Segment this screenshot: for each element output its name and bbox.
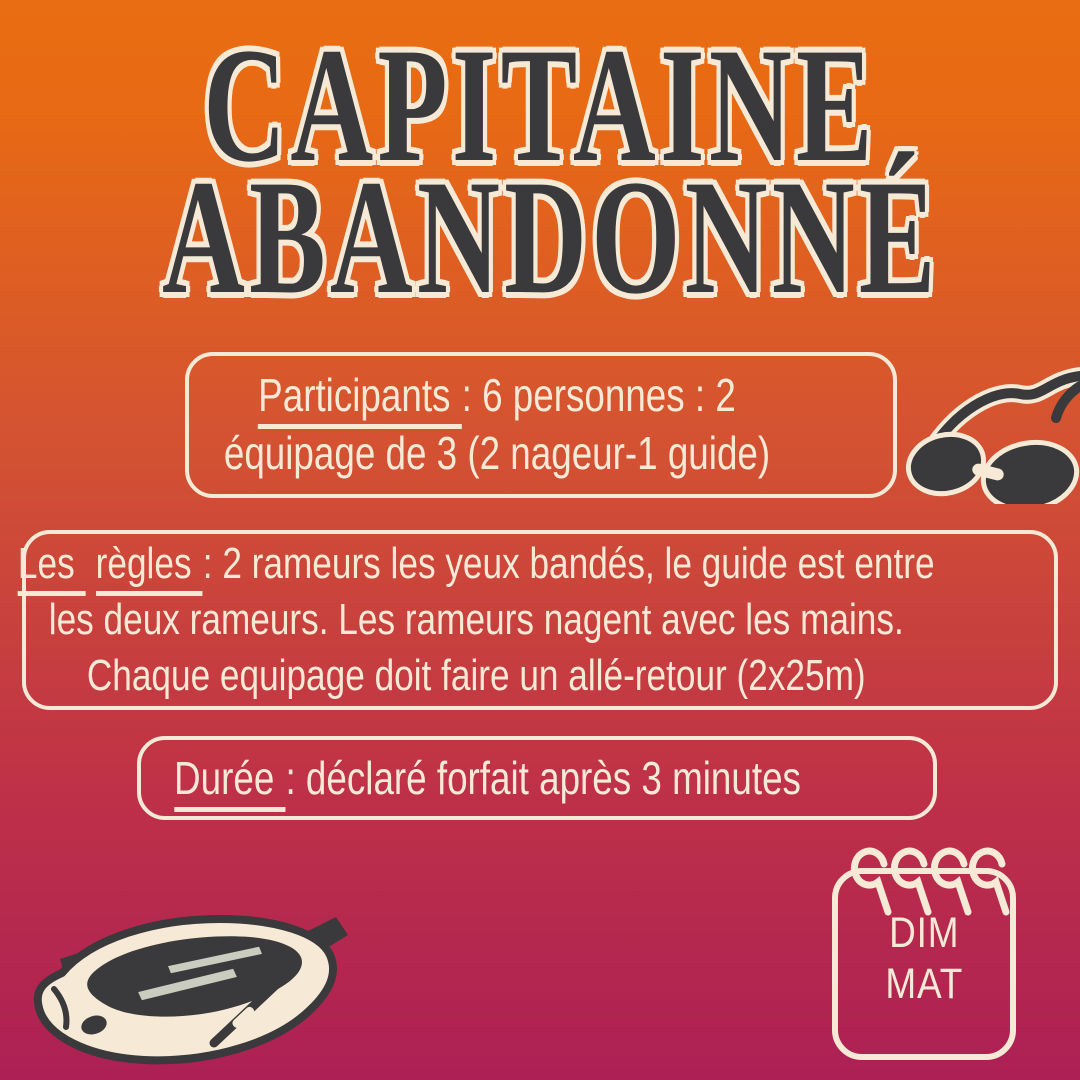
participants-box <box>185 352 897 498</box>
inflatable-raft-icon <box>18 893 350 1079</box>
spiral-calendar-icon <box>832 868 1016 1060</box>
duration-value: : déclaré forfait après 3 minutes <box>285 752 801 804</box>
rules-label-word1: Les <box>17 539 85 596</box>
calendar-schedule-text <box>885 908 963 1009</box>
participants-text <box>180 367 814 483</box>
participants-value: : 6 personnes : 2 équipage de 3 (2 nageur-1 guide) <box>223 369 771 479</box>
duration-text <box>131 751 844 805</box>
swim-goggles-icon <box>902 352 1080 504</box>
participants-label: Participants <box>258 369 461 429</box>
duration-box <box>137 736 937 820</box>
rules-text <box>13 536 938 705</box>
rules-box <box>17 530 1058 710</box>
page-title <box>0 15 1080 328</box>
title-line-2: ABANDONNÉ <box>162 147 940 328</box>
calendar-line-2: MAT <box>885 960 963 1008</box>
title-line-1: CAPITAINE <box>203 15 877 196</box>
rules-label-word2: règles <box>95 539 202 596</box>
duration-label: Durée <box>174 752 285 812</box>
calendar-line-1: DIM <box>888 909 960 958</box>
rules-value: : 2 rameurs les yeux bandés, le guide est entre les deux rameurs. Les rameurs nagent avec les mains. Chaque equipage doit faire un allé-retour (2x25m) <box>48 538 935 701</box>
